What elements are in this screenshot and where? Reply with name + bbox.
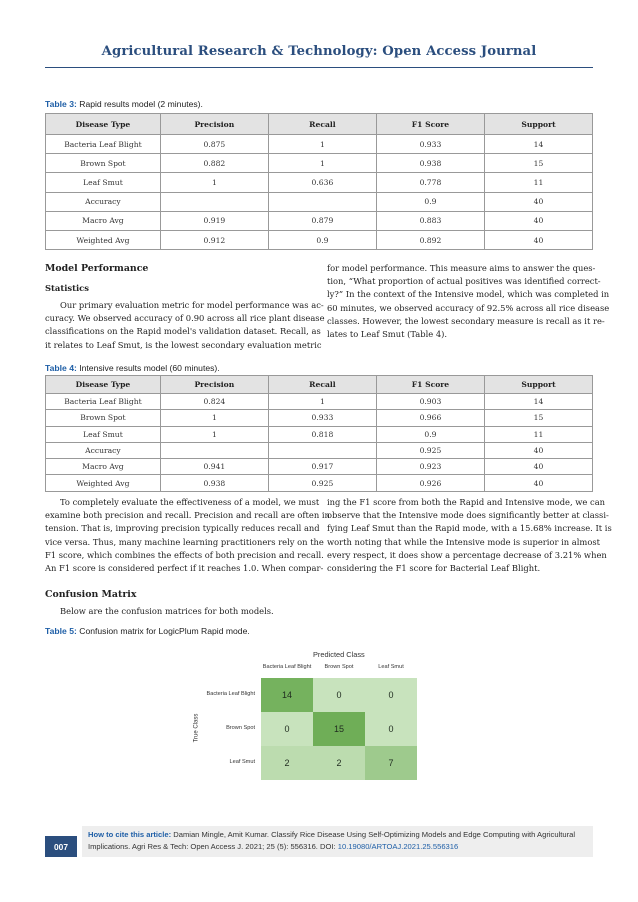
table5-caption — [45, 626, 250, 636]
text-line: worth noting that while the Intensive mode is superior in almost — [327, 536, 601, 547]
table-cell: 0.941 — [160, 459, 268, 475]
text-line: ly?” In the context of the Intensive model, which was completed in — [327, 289, 610, 300]
column-header: Disease Type — [46, 376, 161, 394]
table-cell: Leaf Smut — [46, 426, 161, 442]
table-cell: 0.933 — [268, 410, 376, 426]
table-cell: 0.933 — [376, 135, 484, 154]
table-cell: 0.9 — [376, 192, 484, 211]
table-row — [46, 211, 593, 230]
x-tick-label: Bacteria Leaf Blight — [262, 664, 312, 670]
citation-text: Damian Mingle, Amit Kumar. Classify Rice Disease Using Self-Optimizing Models and Edge Computing with Agricultural Implications. Agri Res & Tech: Open Access J. 2021; 25 (5): 556316. DOI: — [88, 830, 576, 851]
table-cell: 0.778 — [376, 173, 484, 192]
table4-label: Table 4: — [45, 363, 77, 373]
table-cell: 0.818 — [268, 426, 376, 442]
table-cell: 40 — [484, 230, 592, 249]
heatmap-cell: 0 — [365, 678, 417, 712]
text-line: ing the F1 score from both the Rapid and Intensive mode, we can — [327, 497, 606, 507]
table4 — [45, 375, 593, 492]
y-axis-label: True Class — [193, 713, 200, 743]
heatmap-cell: 15 — [313, 712, 365, 746]
heatmap-cell: 7 — [365, 746, 417, 780]
model-performance-left — [45, 262, 325, 350]
text-line: tension. That is, improving precision typically reduces recall and — [45, 523, 320, 534]
column-header: F1 Score — [376, 114, 484, 135]
column-header: Support — [484, 376, 592, 394]
column-header: Precision — [160, 114, 268, 135]
table-cell: 40 — [484, 211, 592, 230]
chart-title: Predicted Class — [313, 650, 365, 659]
table-cell — [268, 192, 376, 211]
table3-caption-text: Rapid results model (2 minutes). — [76, 99, 203, 109]
table3-header-row — [46, 114, 593, 135]
statistics-heading: Statistics — [45, 283, 89, 294]
text-line: 60 minutes, we observed accuracy of 92.5% across all rice disease — [327, 302, 610, 313]
text-line: An F1 score is considered perfect if it reaches 1.0. When compar- — [45, 563, 324, 574]
table5-caption-text: Confusion matrix for LogicPlum Rapid mode. — [76, 626, 250, 636]
table-cell: Bacteria Leaf Blight — [46, 394, 161, 410]
text-line: considering the F1 score for Bacterial Leaf Blight. — [327, 563, 541, 574]
x-tick-label: Leaf Smut — [378, 664, 404, 670]
model-performance-heading: Model Performance — [45, 263, 149, 274]
column-header: Disease Type — [46, 114, 161, 135]
table-cell: Brown Spot — [46, 410, 161, 426]
table-row — [46, 459, 593, 475]
text-line: it relates to Leaf Smut, is the lowest secondary evaluation metric — [45, 339, 322, 350]
table-cell: 0.9 — [376, 426, 484, 442]
f1-paragraph-right — [327, 496, 612, 575]
text-line: observe that the Intensive mode does significantly better at classi- — [327, 510, 609, 521]
heatmap-cell: 0 — [261, 712, 313, 746]
table-cell: 1 — [268, 394, 376, 410]
table-cell: 14 — [484, 394, 592, 410]
table4-body — [46, 394, 593, 492]
text-line: lates to Leaf Smut (Table 4). — [327, 329, 448, 340]
table3-caption — [45, 99, 203, 109]
table-cell: Brown Spot — [46, 154, 161, 173]
table-cell: 0.923 — [376, 459, 484, 475]
table-row — [46, 192, 593, 211]
page-number: 007 — [45, 836, 77, 857]
text-line: every respect, it does show a percentage decrease of 3.21% when — [327, 549, 607, 560]
text-line: classifications on the Rapid model's validation dataset. Recall, as — [45, 326, 321, 337]
text-line: tion, “What proportion of actual positives was identified correct- — [327, 276, 601, 287]
y-tick-label: Leaf Smut — [229, 759, 255, 765]
text-line: vice versa. Thus, many machine learning practitioners rely on the — [45, 536, 324, 547]
table-cell: 0.926 — [376, 475, 484, 491]
confusion-matrix-chart — [190, 644, 450, 784]
table-cell: 0.919 — [160, 211, 268, 230]
table-row — [46, 442, 593, 458]
table-row — [46, 135, 593, 154]
table-cell: 0.925 — [268, 475, 376, 491]
table-row — [46, 173, 593, 192]
table-cell: 14 — [484, 135, 592, 154]
text-line: examine both precision and recall. Precision and recall are often in — [45, 510, 330, 521]
text-line: curacy. We observed accuracy of 0.90 across all rice plant disease — [45, 313, 325, 324]
table-cell: 40 — [484, 192, 592, 211]
table-cell: 0.882 — [160, 154, 268, 173]
heatmap-cell: 14 — [261, 678, 313, 712]
table-cell: 15 — [484, 410, 592, 426]
column-header: Support — [484, 114, 592, 135]
table-cell: 0.917 — [268, 459, 376, 475]
heatmap-cell: 0 — [313, 678, 365, 712]
text-line: fying Leaf Smut than the Rapid mode, with a 15.68% increase. It is — [327, 523, 612, 534]
table-cell: Leaf Smut — [46, 173, 161, 192]
table-cell: 1 — [160, 426, 268, 442]
table-cell: 15 — [484, 154, 592, 173]
table-cell: Bacteria Leaf Blight — [46, 135, 161, 154]
table-cell — [160, 192, 268, 211]
journal-title: Agricultural Research & Technology: Open Access Journal — [101, 44, 537, 59]
heatmap-cell: 0 — [365, 712, 417, 746]
doi-link[interactable]: 10.19080/ARTOAJ.2021.25.556316 — [337, 842, 459, 851]
table-cell: 11 — [484, 426, 592, 442]
table-cell: 40 — [484, 442, 592, 458]
table-cell: 0.966 — [376, 410, 484, 426]
table-row — [46, 475, 593, 491]
table5-label: Table 5: — [45, 626, 77, 636]
table-cell: Macro Avg — [46, 211, 161, 230]
header-rule — [45, 67, 593, 68]
statistics-paragraph-left — [45, 299, 325, 352]
table-cell: 40 — [484, 459, 592, 475]
table-cell: Accuracy — [46, 192, 161, 211]
table-cell: 0.938 — [376, 154, 484, 173]
table-cell: 1 — [268, 135, 376, 154]
table-cell: 1 — [160, 410, 268, 426]
x-tick-label: Brown Spot — [324, 664, 354, 670]
table-cell: Weighted Avg — [46, 475, 161, 491]
text-line: To completely evaluate the effectiveness of a model, we must — [60, 497, 320, 507]
table4-header-row — [46, 376, 593, 394]
table-row — [46, 426, 593, 442]
column-header: Recall — [268, 376, 376, 394]
confusion-intro: Below are the confusion matrices for both models. — [60, 606, 274, 616]
table-cell: 1 — [160, 173, 268, 192]
column-header: Precision — [160, 376, 268, 394]
column-header: F1 Score — [376, 376, 484, 394]
table-row — [46, 154, 593, 173]
citation-label: How to cite this article: — [88, 830, 172, 839]
confusion-matrix-heading: Confusion Matrix — [45, 589, 137, 600]
table3-label: Table 3: — [45, 99, 77, 109]
citation-box — [82, 826, 593, 857]
table-cell: Accuracy — [46, 442, 161, 458]
table-cell: 0.925 — [376, 442, 484, 458]
table-cell: 0.875 — [160, 135, 268, 154]
table-cell: 40 — [484, 475, 592, 491]
table-cell — [160, 442, 268, 458]
heatmap-cell: 2 — [313, 746, 365, 780]
table-cell: Weighted Avg — [46, 230, 161, 249]
table-cell: 0.9 — [268, 230, 376, 249]
table-cell: 0.938 — [160, 475, 268, 491]
text-line: classes. However, the lowest secondary measure is recall as it re- — [327, 315, 605, 326]
table-cell: 0.912 — [160, 230, 268, 249]
y-tick-label: Brown Spot — [226, 725, 255, 731]
table-row — [46, 410, 593, 426]
text-line: F1 score, which combines the effects of both precision and recall. — [45, 549, 324, 560]
table-cell: 0.879 — [268, 211, 376, 230]
table3-body — [46, 135, 593, 250]
table-row — [46, 394, 593, 410]
table-cell — [268, 442, 376, 458]
table-cell: 0.636 — [268, 173, 376, 192]
table-cell: 11 — [484, 173, 592, 192]
statistics-paragraph-right — [327, 262, 610, 341]
text-line: for model performance. This measure aims to answer the ques- — [327, 263, 596, 273]
table-cell: 1 — [268, 154, 376, 173]
table-cell: Macro Avg — [46, 459, 161, 475]
table4-caption — [45, 363, 220, 373]
table-cell: 0.892 — [376, 230, 484, 249]
table-cell: 0.903 — [376, 394, 484, 410]
heatmap-cell: 2 — [261, 746, 313, 780]
y-tick-label: Bacteria Leaf Blight — [206, 691, 255, 697]
table4-caption-text: Intensive results model (60 minutes). — [76, 363, 220, 373]
table-cell: 0.883 — [376, 211, 484, 230]
table3 — [45, 113, 593, 250]
table-cell: 0.824 — [160, 394, 268, 410]
column-header: Recall — [268, 114, 376, 135]
text-line: Our primary evaluation metric for model performance was ac- — [60, 300, 324, 310]
table-row — [46, 230, 593, 249]
f1-paragraph-left — [45, 496, 330, 575]
